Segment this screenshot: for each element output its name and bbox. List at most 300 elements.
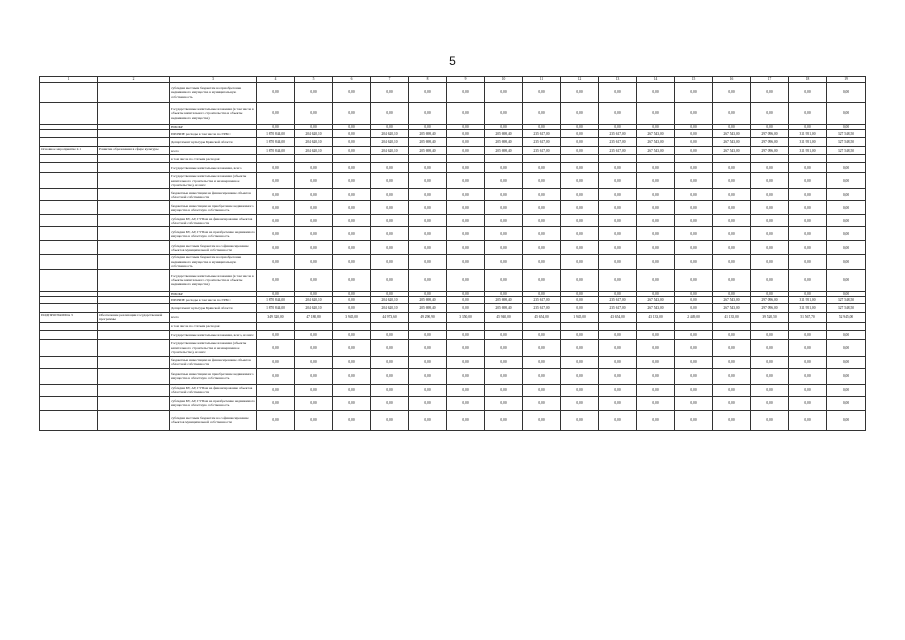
table-row (40, 384, 866, 396)
row-expense-label: Государственные капитальные вложения, всего, из них: (170, 330, 257, 339)
row-activity-code (40, 297, 98, 304)
amount-cell: 0,00 (675, 227, 713, 241)
amount-cell (561, 322, 599, 330)
amount-cell: 0,00 (561, 291, 599, 296)
amount-cell: 0,00 (561, 215, 599, 227)
row-expense-label: бюджетные инвестиции на финансирование объектов областной собственности (170, 189, 257, 201)
amount-cell: 0,00 (523, 269, 561, 291)
amount-cell: 0,00 (637, 356, 675, 368)
row-activity-code (40, 255, 98, 269)
amount-cell: 204 620,10 (371, 130, 409, 138)
row-activity-name (98, 330, 170, 339)
amount-cell: 0,00 (295, 103, 333, 125)
amount-cell: 47 180,80 (295, 313, 333, 323)
amount-cell: 0,00 (371, 396, 409, 410)
row-expense-label: НИОКР (170, 125, 257, 130)
amount-cell: 0,00 (485, 291, 523, 296)
amount-cell: 0,00 (599, 163, 637, 173)
amount-cell (789, 322, 827, 330)
amount-cell: 0,00 (523, 356, 561, 368)
amount-cell: 0,00 (409, 291, 447, 296)
amount-cell: 0,00 (409, 103, 447, 125)
amount-cell: 0,00 (751, 163, 789, 173)
row-activity-code (40, 330, 98, 339)
amount-cell: 235 617,00 (523, 147, 561, 155)
amount-cell: 0,00 (295, 330, 333, 339)
amount-cell (675, 322, 713, 330)
amount-cell: 0,00 (295, 269, 333, 291)
amount-cell: 0,00 (599, 125, 637, 130)
amount-cell: 0,00 (599, 189, 637, 201)
amount-cell: 0,00 (789, 356, 827, 368)
row-expense-label: бюджетные инвестиции на приобретение недвижимого имущества в областную собственность (170, 201, 257, 215)
amount-cell: 0,00 (561, 130, 599, 138)
amount-cell: 267 543,00 (637, 304, 675, 313)
amount-cell (523, 322, 561, 330)
amount-cell: 0,00 (485, 241, 523, 255)
row-expense-label: субсидии местным бюджетам на приобретение недвижимого имущества в муниципальную собственность (170, 255, 257, 269)
amount-cell: 0,00 (561, 410, 599, 430)
amount-cell: 0,00 (675, 330, 713, 339)
amount-cell: 0,00 (675, 304, 713, 313)
page-number: 5 (449, 54, 456, 68)
header-cell: 9 (447, 77, 485, 83)
row-activity-code (40, 269, 98, 291)
header-cell: 7 (371, 77, 409, 83)
amount-cell: 2 449,00 (675, 313, 713, 323)
amount-cell: 0,00 (333, 138, 371, 147)
amount-cell: 0,00 (713, 255, 751, 269)
amount-cell: 0,00 (409, 330, 447, 339)
amount-cell: 235 617,00 (599, 297, 637, 304)
amount-cell: 0,00 (561, 304, 599, 313)
amount-cell: 0,00 (637, 103, 675, 125)
amount-cell: 0,00 (523, 330, 561, 339)
amount-cell: 0,00 (371, 215, 409, 227)
amount-cell: 204 620,10 (371, 304, 409, 313)
amount-cell: 0,00 (371, 269, 409, 291)
amount-cell (637, 155, 675, 163)
amount-cell: 0,00 (371, 410, 409, 430)
amount-cell: 3 350,00 (447, 313, 485, 323)
amount-cell: 0,00 (561, 125, 599, 130)
amount-cell: 0,00 (485, 215, 523, 227)
amount-cell: 0,00 (485, 339, 523, 356)
amount-cell: 0,00 (371, 103, 409, 125)
amount-cell: 0,00 (333, 173, 371, 189)
amount-cell: 0,00 (333, 339, 371, 356)
amount-cell: 0,00 (447, 410, 485, 430)
row-expense-label: субсидии местным бюджетам на софинансирование объектов муниципальной собственности (170, 241, 257, 255)
amount-cell: 0,00 (447, 304, 485, 313)
row-expense-label: ПРОЧИЕ расходы в том числе по ГРБС: (170, 297, 257, 304)
amount-cell: 0,00 (485, 396, 523, 410)
amount-cell: 204 620,10 (295, 297, 333, 304)
amount-cell: 0,00 (789, 269, 827, 291)
amount-cell: 311 951,00 (789, 130, 827, 138)
amount-cell: 0,00 (599, 339, 637, 356)
amount-cell: 0,00 (447, 297, 485, 304)
amount-cell (447, 322, 485, 330)
amount-cell: 1 870 844,00 (257, 138, 295, 147)
row-activity-name (98, 227, 170, 241)
amount-cell: 0,00 (713, 189, 751, 201)
amount-cell: 0,00 (713, 330, 751, 339)
amount-cell: 0,00 (675, 215, 713, 227)
row-expense-label: бюджетные инвестиции на финансирование объектов областной собственности (170, 356, 257, 368)
amount-cell: 0,00 (751, 173, 789, 189)
amount-cell (485, 155, 523, 163)
amount-cell: 0,00 (637, 189, 675, 201)
amount-cell: 0,00 (675, 368, 713, 384)
amount-cell: 0,00 (637, 339, 675, 356)
amount-cell: 0,00 (447, 396, 485, 410)
amount-cell: 204 620,10 (371, 138, 409, 147)
amount-cell: 0,00 (561, 255, 599, 269)
amount-cell: 0,00 (333, 189, 371, 201)
amount-cell: 0,00 (561, 138, 599, 147)
amount-cell: 0,00 (561, 241, 599, 255)
amount-cell: 0,00 (561, 227, 599, 241)
amount-cell: 267 543,00 (637, 130, 675, 138)
amount-cell: 0,00 (333, 396, 371, 410)
amount-cell (599, 155, 637, 163)
amount-cell: 0,00 (827, 291, 866, 296)
amount-cell: 0,00 (523, 215, 561, 227)
amount-cell: 0,00 (637, 83, 675, 103)
row-activity-name (98, 83, 170, 103)
amount-cell: 0,00 (751, 255, 789, 269)
row-activity-name (98, 189, 170, 201)
amount-cell: 0,00 (447, 138, 485, 147)
header-cell: 18 (789, 77, 827, 83)
amount-cell: 0,00 (295, 356, 333, 368)
row-activity-name (98, 138, 170, 147)
amount-cell (675, 155, 713, 163)
amount-cell: 0,00 (523, 384, 561, 396)
amount-cell: 0,00 (599, 215, 637, 227)
amount-cell: 0,00 (485, 255, 523, 269)
budget-table (39, 76, 866, 431)
amount-cell: 0,00 (295, 368, 333, 384)
amount-cell: 0,00 (257, 356, 295, 368)
row-expense-label: Государственные капитальные вложения (в том числе в объекты капитального строительства и объекты недвижимого имущества) (170, 103, 257, 125)
amount-cell: 0,00 (523, 125, 561, 130)
amount-cell: 0,00 (257, 396, 295, 410)
table-row (40, 322, 866, 330)
amount-cell: 0,00 (333, 384, 371, 396)
amount-cell: 0,00 (485, 356, 523, 368)
amount-cell: 205 698,40 (409, 297, 447, 304)
row-expense-label: Государственные капитальные вложения (объекты капитального строительства и незавершенное строительство), из них: (170, 339, 257, 356)
amount-cell: 204 620,10 (295, 130, 333, 138)
amount-cell: 0,00 (447, 201, 485, 215)
amount-cell: 0,00 (789, 173, 827, 189)
amount-cell: 0,00 (485, 201, 523, 215)
amount-cell: 0,00 (637, 291, 675, 296)
amount-cell: 0,00 (257, 241, 295, 255)
amount-cell: 327 548,50 (827, 304, 866, 313)
amount-cell: 0,00 (333, 410, 371, 430)
amount-cell: 0,00 (789, 201, 827, 215)
amount-cell: 0,00 (713, 241, 751, 255)
amount-cell: 0,00 (751, 410, 789, 430)
row-expense-label: Департамент культуры Брянской области (170, 138, 257, 147)
row-expense-label: субсидии БУ, АУ, ГУПам на финансирование объектов областной собственности (170, 215, 257, 227)
amount-cell: 0,00 (295, 227, 333, 241)
row-activity-code (40, 215, 98, 227)
amount-cell: 0,00 (789, 339, 827, 356)
row-expense-label: в том числе по статьям расходов: (170, 155, 257, 163)
amount-cell: 0,00 (599, 410, 637, 430)
row-activity-name (98, 322, 170, 330)
amount-cell: 297 096,00 (751, 304, 789, 313)
amount-cell: 0,00 (599, 291, 637, 296)
amount-cell: 0,00 (789, 215, 827, 227)
amount-cell: 0,00 (485, 410, 523, 430)
amount-cell: 43 654,00 (599, 313, 637, 323)
amount-cell: 0,00 (371, 330, 409, 339)
amount-cell: 0,00 (637, 330, 675, 339)
amount-cell: 0,00 (561, 356, 599, 368)
amount-cell: 0,00 (789, 125, 827, 130)
amount-cell: 267 543,00 (637, 297, 675, 304)
amount-cell: 0,00 (409, 83, 447, 103)
amount-cell: 39 520,50 (751, 313, 789, 323)
amount-cell: 0,00 (789, 189, 827, 201)
row-activity-code (40, 138, 98, 147)
row-activity-code (40, 155, 98, 163)
table-row (40, 147, 866, 155)
amount-cell: 0,00 (713, 125, 751, 130)
header-cell: 14 (637, 77, 675, 83)
amount-cell: 0,00 (827, 384, 866, 396)
amount-cell (409, 155, 447, 163)
row-activity-name (98, 368, 170, 384)
amount-cell: 0,00 (447, 189, 485, 201)
amount-cell: 297 096,00 (751, 138, 789, 147)
row-expense-label: бюджетные инвестиции на приобретение недвижимого имущества в областную собственность (170, 368, 257, 384)
amount-cell: 0,00 (827, 215, 866, 227)
amount-cell: 0,00 (561, 173, 599, 189)
amount-cell: 0,00 (789, 241, 827, 255)
amount-cell: 41 135,00 (713, 313, 751, 323)
amount-cell: 0,00 (713, 291, 751, 296)
amount-cell: 0,00 (257, 255, 295, 269)
amount-cell: 0,00 (599, 201, 637, 215)
amount-cell: 0,00 (561, 163, 599, 173)
amount-cell: 0,00 (637, 368, 675, 384)
table-row (40, 255, 866, 269)
amount-cell: 205 698,40 (485, 130, 523, 138)
amount-cell: 0,00 (827, 83, 866, 103)
amount-cell: 0,00 (637, 396, 675, 410)
amount-cell: 235 617,00 (523, 130, 561, 138)
amount-cell: 0,00 (371, 189, 409, 201)
amount-cell: 235 617,00 (599, 304, 637, 313)
amount-cell (333, 155, 371, 163)
amount-cell: 327 548,50 (827, 130, 866, 138)
amount-cell: 0,00 (599, 255, 637, 269)
row-activity-code (40, 173, 98, 189)
row-activity-name (98, 103, 170, 125)
row-activity-code (40, 83, 98, 103)
amount-cell: 0,00 (371, 291, 409, 296)
amount-cell: 0,00 (751, 339, 789, 356)
amount-cell (789, 155, 827, 163)
amount-cell (371, 322, 409, 330)
amount-cell: 0,00 (637, 163, 675, 173)
amount-cell: 0,00 (295, 241, 333, 255)
amount-cell: 327 548,50 (827, 297, 866, 304)
amount-cell: 0,00 (675, 291, 713, 296)
amount-cell: 0,00 (295, 384, 333, 396)
amount-cell (523, 155, 561, 163)
amount-cell: 0,00 (447, 83, 485, 103)
amount-cell: 0,00 (827, 356, 866, 368)
amount-cell: 0,00 (751, 396, 789, 410)
header-cell: 10 (485, 77, 523, 83)
amount-cell: 0,00 (409, 255, 447, 269)
row-activity-name (98, 130, 170, 138)
header-cell: 12 (561, 77, 599, 83)
row-activity-code (40, 410, 98, 430)
amount-cell: 267 543,00 (713, 297, 751, 304)
amount-cell: 267 543,00 (713, 138, 751, 147)
amount-cell: 0,00 (637, 173, 675, 189)
amount-cell: 235 617,00 (599, 130, 637, 138)
amount-cell: 0,00 (295, 339, 333, 356)
amount-cell: 0,00 (257, 215, 295, 227)
amount-cell: 0,00 (447, 269, 485, 291)
table-row (40, 163, 866, 173)
amount-cell: 3 945,00 (333, 313, 371, 323)
amount-cell: 0,00 (371, 125, 409, 130)
amount-cell: 0,00 (447, 215, 485, 227)
amount-cell: 204 620,10 (371, 147, 409, 155)
table-row (40, 339, 866, 356)
amount-cell: 0,00 (561, 147, 599, 155)
amount-cell: 205 698,40 (485, 304, 523, 313)
amount-cell: 0,00 (561, 189, 599, 201)
amount-cell: 0,00 (333, 368, 371, 384)
amount-cell: 0,00 (789, 163, 827, 173)
row-activity-code (40, 396, 98, 410)
amount-cell: 0,00 (333, 147, 371, 155)
amount-cell: 0,00 (333, 83, 371, 103)
amount-cell: 0,00 (675, 384, 713, 396)
amount-cell: 0,00 (599, 83, 637, 103)
row-activity-code (40, 368, 98, 384)
amount-cell (333, 322, 371, 330)
amount-cell: 297 096,00 (751, 147, 789, 155)
row-activity-name: Обеспечение реализации государственной программы (98, 313, 170, 323)
amount-cell (827, 322, 866, 330)
amount-cell: 1 870 844,00 (257, 147, 295, 155)
amount-cell: 1 945,00 (561, 313, 599, 323)
amount-cell: 0,00 (257, 269, 295, 291)
header-cell: 6 (333, 77, 371, 83)
amount-cell: 0,00 (485, 368, 523, 384)
amount-cell: 0,00 (637, 384, 675, 396)
header-cell: 16 (713, 77, 751, 83)
amount-cell: 0,00 (751, 269, 789, 291)
amount-cell: 0,00 (485, 103, 523, 125)
amount-cell: 0,00 (447, 103, 485, 125)
amount-cell: 0,00 (257, 227, 295, 241)
amount-cell (257, 322, 295, 330)
amount-cell: 0,00 (371, 339, 409, 356)
amount-cell: 0,00 (409, 125, 447, 130)
amount-cell: 0,00 (295, 189, 333, 201)
amount-cell: 204 620,10 (295, 138, 333, 147)
amount-cell: 0,00 (257, 83, 295, 103)
amount-cell: 0,00 (751, 356, 789, 368)
amount-cell: 0,00 (675, 297, 713, 304)
amount-cell: 0,00 (713, 368, 751, 384)
amount-cell: 0,00 (447, 241, 485, 255)
amount-cell: 0,00 (333, 125, 371, 130)
table-row (40, 83, 866, 103)
amount-cell: 0,00 (561, 201, 599, 215)
row-activity-code (40, 227, 98, 241)
amount-cell: 0,00 (827, 330, 866, 339)
row-activity-code (40, 322, 98, 330)
table-row (40, 173, 866, 189)
header-cell: 13 (599, 77, 637, 83)
amount-cell: 0,00 (713, 396, 751, 410)
row-expense-label: субсидии местным бюджетам на софинансирование объектов муниципальной собственности (170, 410, 257, 430)
amount-cell: 0,00 (409, 269, 447, 291)
row-expense-label: субсидии местным бюджетам на приобретение недвижимого имущества в муниципальную собственность (170, 83, 257, 103)
amount-cell: 0,00 (789, 291, 827, 296)
table-row (40, 396, 866, 410)
amount-cell: 0,00 (257, 173, 295, 189)
row-activity-name (98, 255, 170, 269)
amount-cell: 0,00 (827, 103, 866, 125)
amount-cell: 0,00 (713, 227, 751, 241)
amount-cell: 0,00 (257, 368, 295, 384)
amount-cell: 0,00 (257, 189, 295, 201)
amount-cell: 0,00 (409, 339, 447, 356)
amount-cell: 0,00 (713, 410, 751, 430)
row-activity-code (40, 304, 98, 313)
amount-cell: 0,00 (675, 130, 713, 138)
amount-cell: 205 698,40 (485, 147, 523, 155)
amount-cell: 235 617,00 (523, 304, 561, 313)
row-activity-code (40, 356, 98, 368)
amount-cell: 0,00 (257, 291, 295, 296)
row-expense-label: ПРОЧИЕ расходы в том числе по ГРБС: (170, 130, 257, 138)
amount-cell: 0,00 (751, 189, 789, 201)
row-activity-code (40, 103, 98, 125)
row-activity-name (98, 410, 170, 430)
amount-cell: 0,00 (599, 227, 637, 241)
table-row (40, 130, 866, 138)
amount-cell: 0,00 (295, 201, 333, 215)
header-cell: 2 (98, 77, 170, 83)
amount-cell: 43 133,00 (637, 313, 675, 323)
amount-cell: 0,00 (371, 83, 409, 103)
amount-cell (295, 322, 333, 330)
amount-cell: 0,00 (599, 103, 637, 125)
amount-cell: 52 945,00 (827, 313, 866, 323)
amount-cell: 204 620,10 (295, 147, 333, 155)
amount-cell: 0,00 (333, 291, 371, 296)
amount-cell: 0,00 (561, 396, 599, 410)
table-row (40, 215, 866, 227)
header-cell: 17 (751, 77, 789, 83)
